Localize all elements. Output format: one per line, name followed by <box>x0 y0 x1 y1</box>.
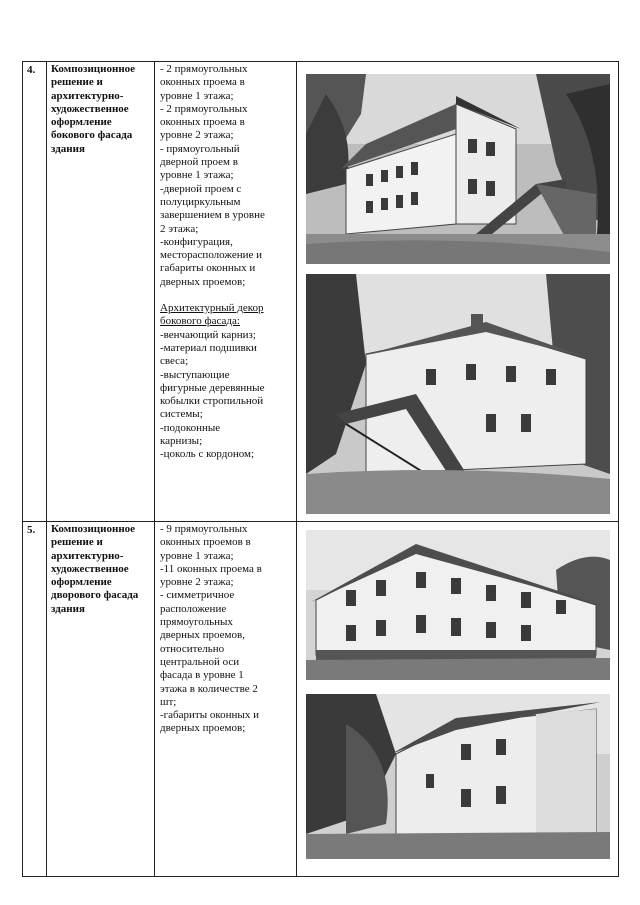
description-line: габариты оконных и <box>160 262 256 275</box>
description-line: -конфигурация, <box>160 235 233 248</box>
description-line: уровне 1 этажа; <box>160 89 234 102</box>
description-line: дверных проемов; <box>160 275 246 288</box>
row-number: 5. <box>23 522 47 877</box>
decor-item: карнизы; <box>160 435 203 448</box>
title-line: здания <box>51 142 85 155</box>
title-line: оформление <box>51 116 112 129</box>
title-line: Композиционное <box>51 523 136 535</box>
monument-features-table <box>22 61 619 877</box>
title-line: решение и <box>51 536 103 549</box>
title-line: Композиционное <box>51 63 136 75</box>
side-facade-photo-1 <box>306 74 610 264</box>
description-line: шт; <box>160 695 177 708</box>
description-line: фасада в уровне 1 <box>160 669 244 682</box>
decor-item: -венчающий карниз; <box>160 328 256 341</box>
table-row-5 <box>23 522 619 877</box>
description-line: 2 этажа; <box>160 222 199 235</box>
description-line: оконных проема в <box>160 116 245 129</box>
photos-cell <box>297 62 619 522</box>
courtyard-facade-photo-2 <box>306 694 610 859</box>
photos-cell <box>297 522 619 877</box>
description-line: центральной оси <box>160 655 240 668</box>
decor-heading: бокового фасада: <box>160 315 240 328</box>
title-line: архитектурно- <box>51 549 124 562</box>
description-line: этажа в количестве 2 <box>160 682 258 695</box>
feature-description <box>155 62 297 522</box>
description-line: уровне 2 этажа; <box>160 576 234 589</box>
description-line: -дверной проем с <box>160 182 242 195</box>
description-line: оконных проема в <box>160 76 245 89</box>
decor-item: -выступающие <box>160 368 230 381</box>
title-line: бокового фасада <box>51 129 133 142</box>
feature-title <box>47 62 155 522</box>
description-line: прямоугольных <box>160 616 233 629</box>
description-line: -габариты оконных и <box>160 709 259 722</box>
decor-item: фигурные деревянные <box>160 381 265 394</box>
decor-heading: Архитектурный декор <box>160 302 264 315</box>
description-line: -11 оконных проема в <box>160 562 262 575</box>
description-line: уровне 1 этажа; <box>160 549 234 562</box>
description-line: дверных проемов; <box>160 722 246 735</box>
decor-item: -подоконные <box>160 421 221 434</box>
description-line: уровне 2 этажа; <box>160 129 234 142</box>
description-line: уровне 1 этажа; <box>160 169 234 182</box>
description-line: полуциркульным <box>160 195 241 208</box>
description-line: - 2 прямоугольных <box>160 102 248 115</box>
decor-item: -цоколь с кордоном; <box>160 448 255 461</box>
title-line: решение и <box>51 76 103 89</box>
title-line: художественное <box>51 562 129 575</box>
decor-item: свеса; <box>160 355 189 368</box>
feature-description <box>155 522 297 877</box>
description-line: - 2 прямоугольных <box>160 63 248 75</box>
description-line: месторасположение и <box>160 249 263 262</box>
title-line: художественное <box>51 102 129 115</box>
spacer <box>160 289 293 302</box>
title-line: оформление <box>51 576 112 589</box>
description-line: расположение <box>160 602 227 615</box>
decor-item: -материал подшивки <box>160 341 257 354</box>
title-line: архитектурно- <box>51 89 124 102</box>
title-line: дворового фасада <box>51 589 139 602</box>
feature-title <box>47 522 155 877</box>
title-line: здания <box>51 602 85 615</box>
courtyard-facade-photo-1 <box>306 530 610 680</box>
description-line: дверной проем в <box>160 156 238 169</box>
decor-item: системы; <box>160 408 203 421</box>
description-line: - симметричное <box>160 589 235 602</box>
description-line: - прямоугольный <box>160 142 240 155</box>
row-number: 4. <box>23 62 47 522</box>
description-line: относительно <box>160 642 225 655</box>
description-line: завершением в уровне <box>160 209 265 222</box>
decor-item: кобылки стропильной <box>160 395 264 408</box>
side-facade-photo-2 <box>306 274 610 514</box>
description-line: - 9 прямоугольных <box>160 523 248 535</box>
description-line: дверных проемов, <box>160 629 245 642</box>
description-line: оконных проемов в <box>160 536 251 549</box>
table-row-4 <box>23 62 619 522</box>
